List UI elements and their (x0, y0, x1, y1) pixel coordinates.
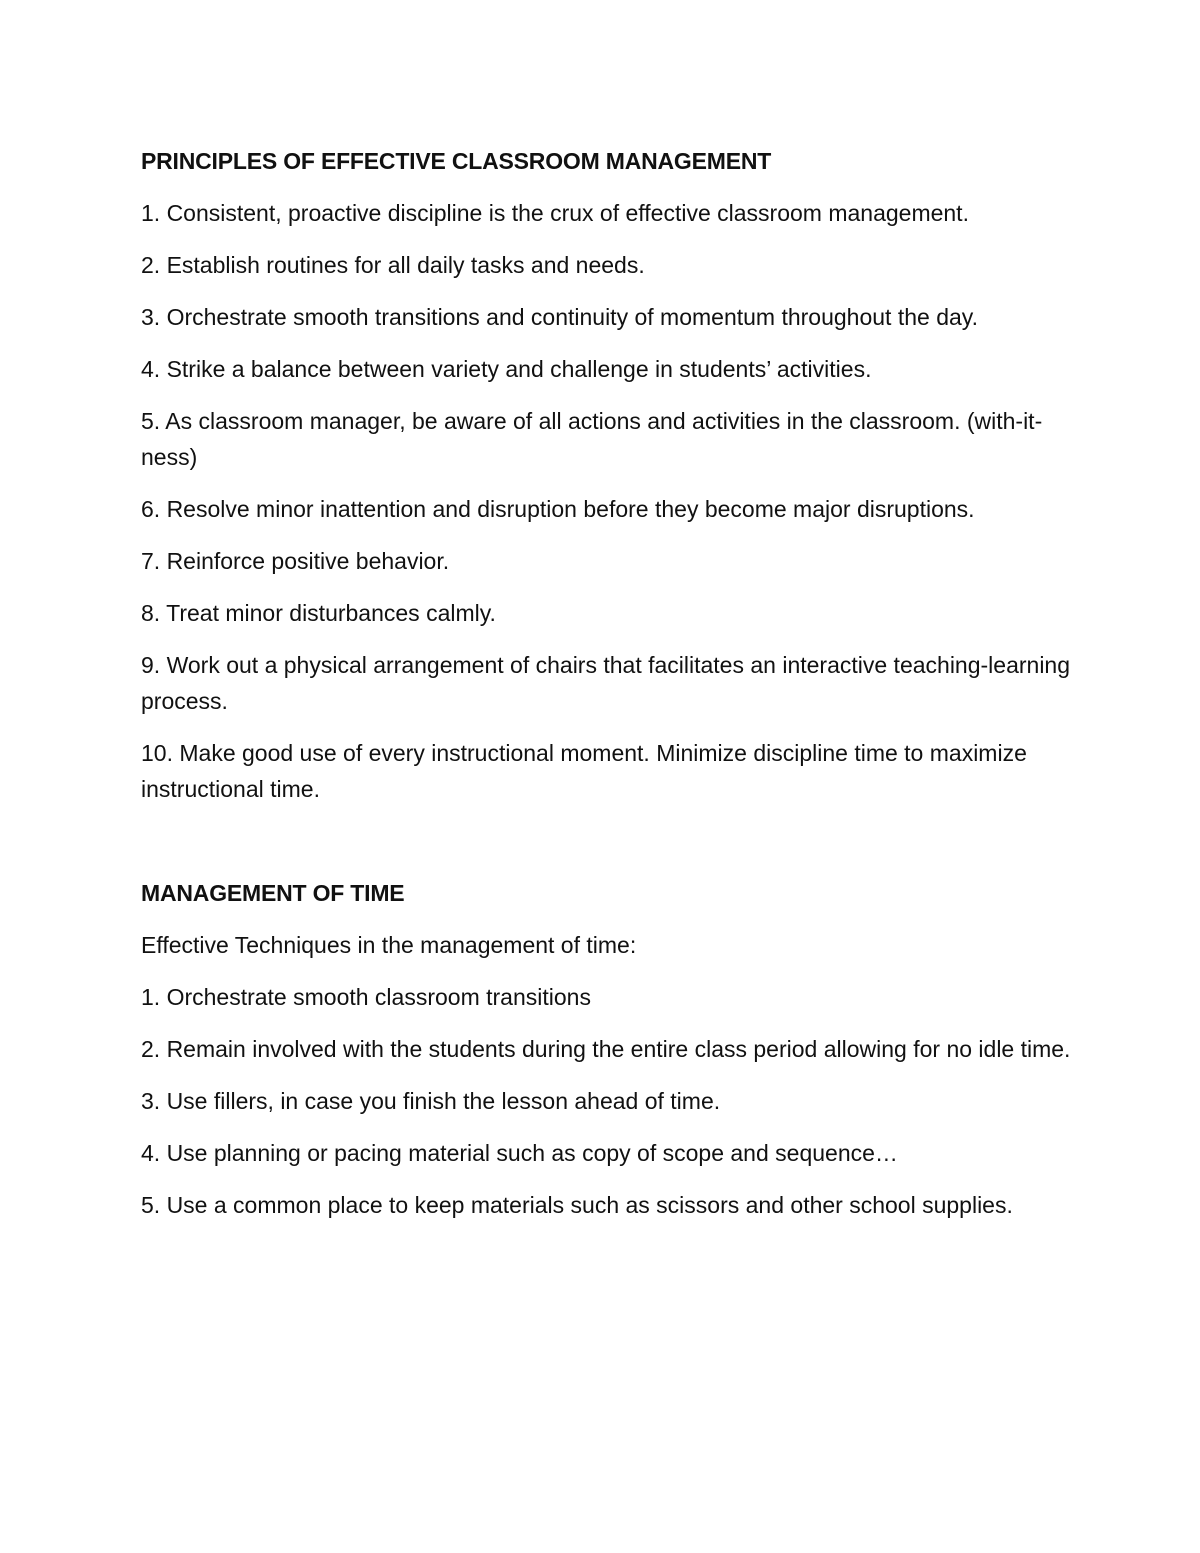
principle-item: 10. Make good use of every instructional moment. Minimize discipline time to maximize instructional time. (141, 740, 1027, 802)
technique-item: 3. Use fillers, in case you finish the lesson ahead of time. (141, 1088, 721, 1114)
technique-item: 2. Remain involved with the students during the entire class period allowing for no idle time. (141, 1036, 1071, 1062)
principle-item: 1. Consistent, proactive discipline is the crux of effective classroom management. (141, 200, 969, 226)
principle-item: 9. Work out a physical arrangement of chairs that facilitates an interactive teaching-learning process. (141, 652, 1071, 714)
principle-item: 7. Reinforce positive behavior. (141, 548, 450, 574)
technique-item: 5. Use a common place to keep materials such as scissors and other school supplies. (141, 1192, 1013, 1218)
section-spacer (141, 823, 1071, 875)
technique-item: 4. Use planning or pacing material such as copy of scope and sequence… (141, 1140, 898, 1166)
document-page (141, 143, 1071, 1239)
principle-item: 4. Strike a balance between variety and challenge in students’ activities. (141, 356, 872, 382)
technique-item: 1. Orchestrate smooth classroom transitions (141, 984, 591, 1010)
principle-item: 2. Establish routines for all daily tasks and needs. (141, 252, 645, 278)
principle-item: 8. Treat minor disturbances calmly. (141, 600, 496, 626)
section-heading-principles: PRINCIPLES OF EFFECTIVE CLASSROOM MANAGEMENT (141, 148, 772, 174)
principle-item: 6. Resolve minor inattention and disruption before they become major disruptions. (141, 496, 975, 522)
section-intro: Effective Techniques in the management of time: (141, 932, 637, 958)
principle-item: 5. As classroom manager, be aware of all actions and activities in the classroom. (with-it-ness) (141, 408, 1043, 470)
principle-item: 3. Orchestrate smooth transitions and continuity of momentum throughout the day. (141, 304, 978, 330)
section-heading-time: MANAGEMENT OF TIME (141, 880, 405, 906)
